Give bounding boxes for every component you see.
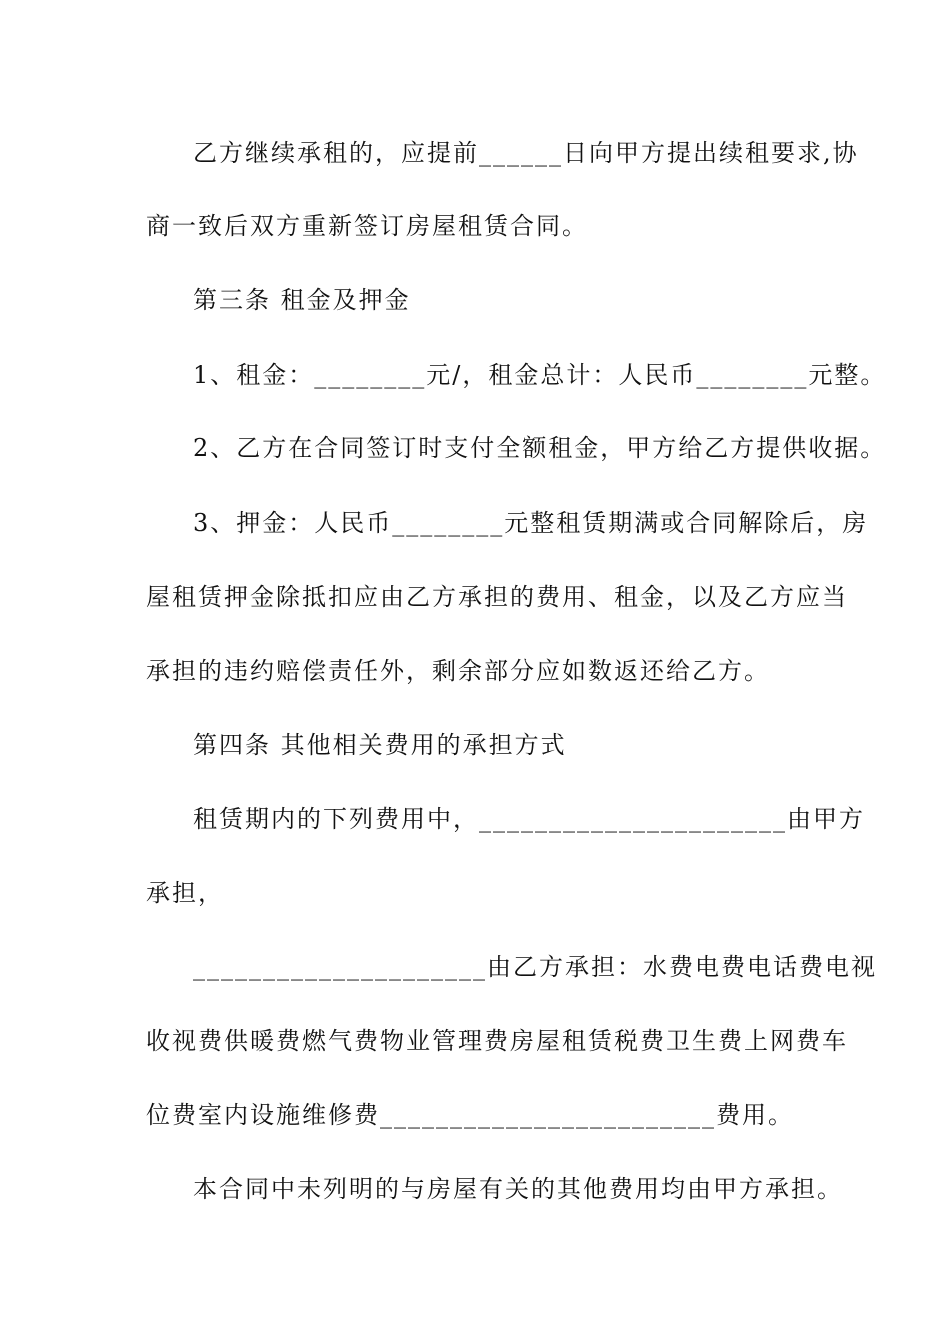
other-fees-line: 本合同中未列明的与房屋有关的其他费用均由甲方承担。 bbox=[193, 1175, 843, 1203]
clause-deposit-line-2: 屋租赁押金除抵扣应由乙方承担的费用、租金，以及乙方应当 bbox=[146, 583, 848, 611]
paragraph-line-renewal-1: 乙方继续承租的，应提前______日向甲方提出续租要求,协 bbox=[193, 139, 859, 167]
clause-deposit-line-3: 承担的违约赔偿责任外，剩余部分应如数返还给乙方。 bbox=[146, 657, 770, 685]
clause-payment-line: 2、乙方在合同签订时支付全额租金，甲方给乙方提供收据。 bbox=[193, 434, 887, 462]
article-three-heading: 第三条 租金及押金 bbox=[193, 286, 411, 314]
fees-line-5: 位费室内设施维修费________________________费用。 bbox=[146, 1101, 794, 1129]
fees-line-1: 租赁期内的下列费用中，______________________由甲方 bbox=[193, 805, 865, 833]
fees-line-3: _____________________由乙方承担：水费电费电话费电视 bbox=[193, 953, 877, 981]
fees-line-4: 收视费供暖费燃气费物业管理费房屋租赁税费卫生费上网费车 bbox=[146, 1027, 848, 1055]
paragraph-line-renewal-2: 商一致后双方重新签订房屋租赁合同。 bbox=[146, 212, 588, 240]
article-four-heading: 第四条 其他相关费用的承担方式 bbox=[193, 731, 567, 759]
clause-rent-line: 1、租金：________元/，租金总计：人民币________元整。 bbox=[193, 361, 887, 389]
fees-line-2: 承担， bbox=[146, 879, 224, 907]
clause-deposit-line-1: 3、押金：人民币________元整租赁期满或合同解除后，房 bbox=[193, 509, 869, 537]
